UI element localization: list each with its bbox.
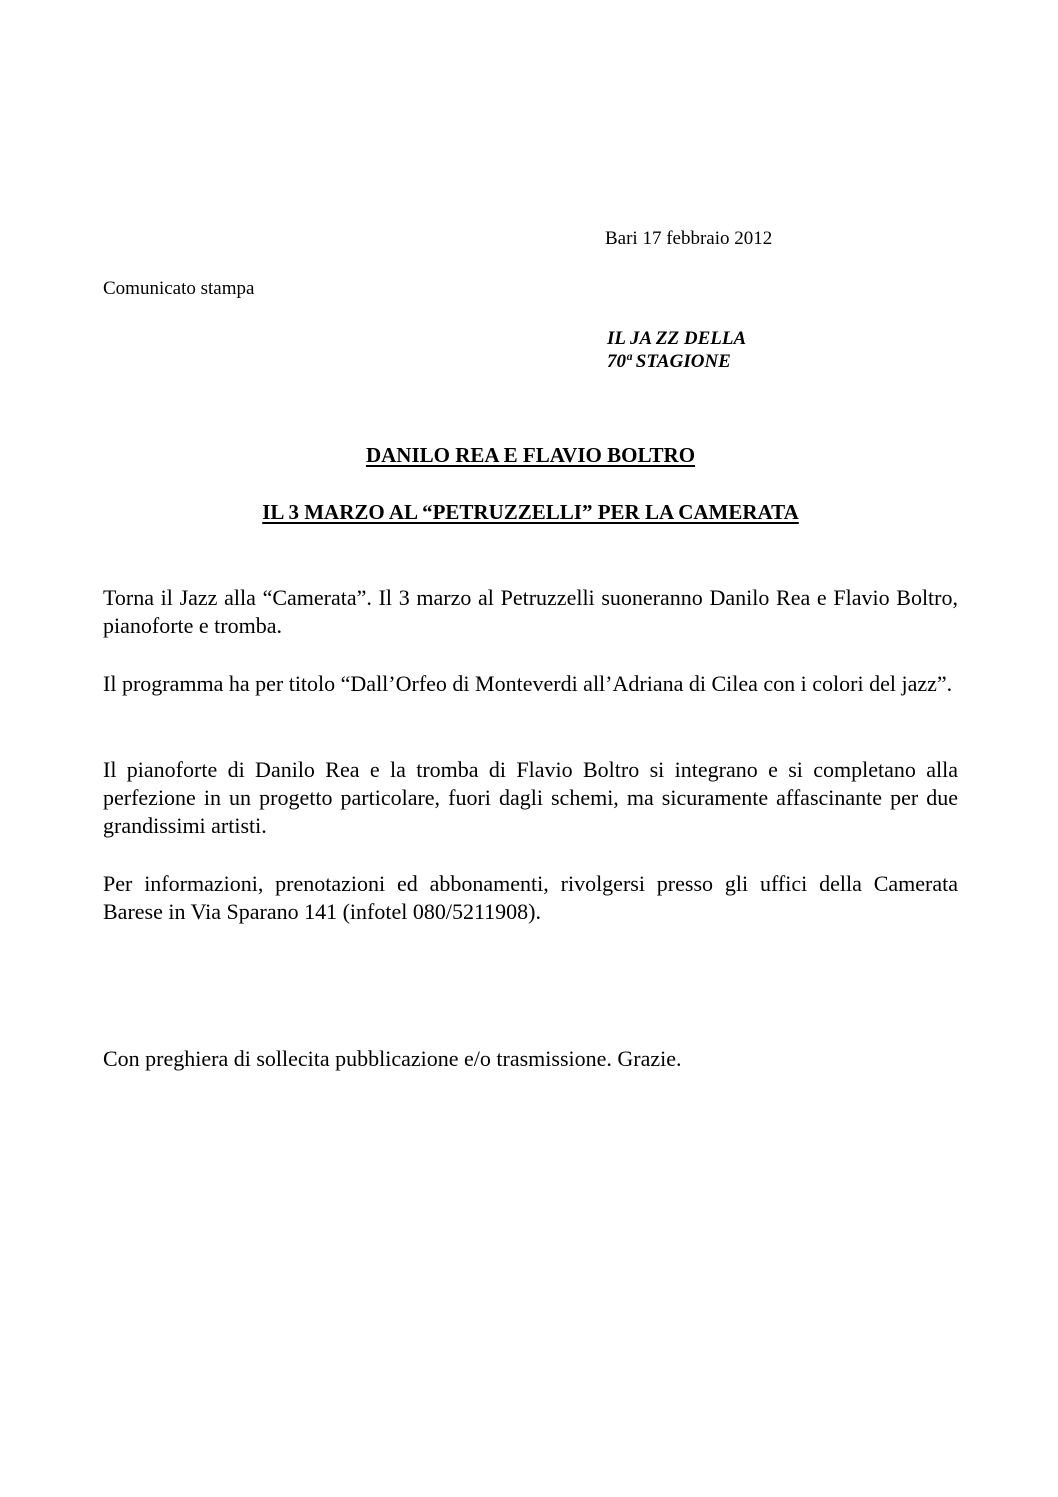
series-line-1: IL JA ZZ DELLA [607, 328, 747, 349]
headline-artists [103, 442, 958, 468]
series-heading [607, 327, 746, 373]
headline-artists-text: DANILO REA E FLAVIO BOLTRO [365, 443, 696, 467]
paragraph-program: Il programma ha per titolo “Dall’Orfeo di Monteverdi all’Adriana di Cilea con i colori del jazz”. [103, 671, 953, 696]
paragraph-description: Il pianoforte di Danilo Rea e la tromba di Flavio Boltro si integrano e si completano alla perfezione in un progetto particolare, fuori dagli schemi, ma sicuramente affascinante per due grandissimi artisti. [103, 757, 958, 838]
paragraph-intro: Torna il Jazz alla “Camerata”. Il 3 marzo al Petruzzelli suoneranno Danilo Rea e Flavio Boltro, pianoforte e tromba. [103, 585, 958, 638]
headline-event [103, 499, 958, 525]
closing-line: Con preghiera di sollecita pubblicazione e/o trasmissione. Grazie. [103, 1046, 682, 1071]
series-line-2: 70ª STAGIONE [607, 351, 731, 372]
document-type: Comunicato stampa [103, 278, 255, 299]
paragraph-info: Per informazioni, prenotazioni ed abbonamenti, rivolgersi presso gli uffici della Camerata Barese in Via Sparano 141 (infotel 080/5211908). [103, 871, 958, 924]
headline-event-text: IL 3 MARZO AL “PETRUZZELLI” PER LA CAMERATA [262, 500, 799, 524]
document-date: Bari 17 febbraio 2012 [605, 228, 773, 249]
